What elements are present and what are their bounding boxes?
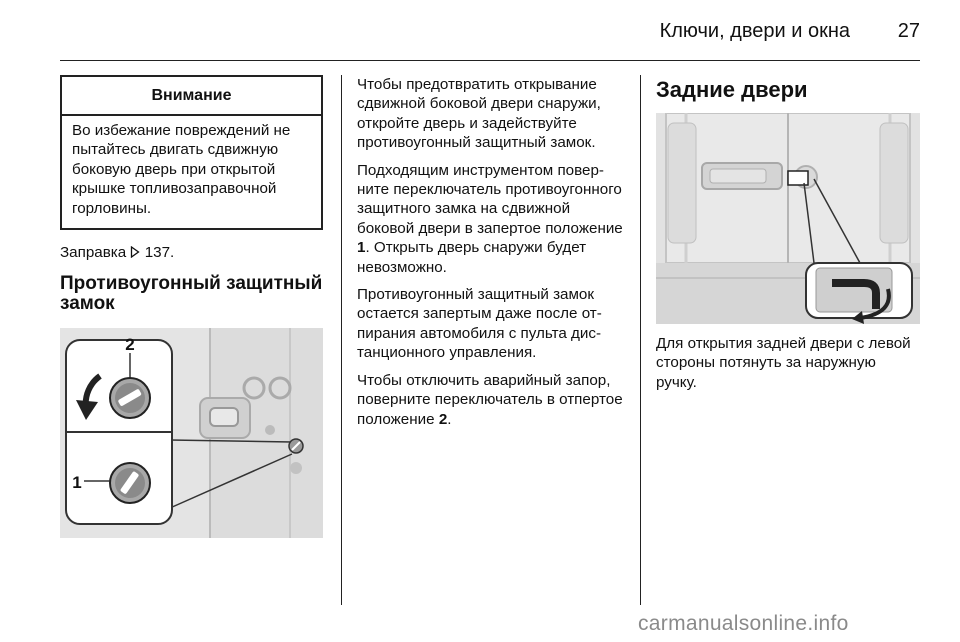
- child-lock-paragraph-2-start: Подходящим инструментом поверните переключатель противоугонного защитного замка на сдвижной боковой двери в запертое положение: [357, 161, 623, 237]
- child-lock-illustration: [60, 328, 323, 538]
- child-lock-paragraph-4: [357, 371, 625, 429]
- refuel-page-ref: 137.: [144, 244, 175, 262]
- right-column: [656, 75, 920, 392]
- child-lock-paragraph-3: Противоугонный защитный замок остается запертым даже после отпирания автомобиля с пульта дистанционного управления.: [357, 286, 602, 362]
- header-title: Ключи, двери и окна: [659, 20, 850, 42]
- lock-position-1: 1: [357, 239, 366, 257]
- triangle-ref-icon: [130, 244, 140, 261]
- child-lock-paragraph-2: [357, 161, 625, 277]
- column-divider-1: [341, 75, 342, 605]
- column-divider-2: [640, 75, 641, 605]
- header-divider: [60, 60, 920, 61]
- child-lock-paragraph-2-end: . Открыть дверь снаружи будет невозможно.: [357, 239, 587, 276]
- figure-label-2: 2: [125, 335, 135, 355]
- child-lock-heading: Противоугонный защитный замок: [60, 273, 323, 315]
- middle-column: [357, 75, 625, 429]
- page-number: 27: [897, 20, 920, 42]
- watermark: carmanualsonline.info: [638, 612, 849, 635]
- lock-position-2: 2: [438, 410, 448, 428]
- figure-label-1: 1: [72, 473, 82, 493]
- child-lock-paragraph-4-end: .: [447, 410, 452, 428]
- left-column: [60, 75, 323, 538]
- warning-box: [60, 75, 323, 230]
- refuel-label: Заправка: [60, 244, 127, 262]
- child-lock-paragraph-1: Чтобы предотвратить открывание сдвижной боковой двери снаружи, откройте дверь и задействуйте противоугонный защитный замок.: [357, 76, 601, 152]
- rear-doors-heading: Задние двери: [656, 77, 808, 102]
- rear-doors-text: Для открытия задней двери с левой стороны потянуть за наружную ручку.: [656, 335, 911, 391]
- rear-door-illustration: [656, 113, 920, 324]
- warning-title: Внимание: [62, 77, 321, 116]
- warning-text: Во избежание повреждений не пытайтесь двигать сдвижную боковую дверь при открытой крышке топливозаправочной горловины.: [72, 122, 291, 217]
- child-lock-paragraph-4-start: Чтобы отключить аварийный запор, поверните переключатель в отпертое положение: [357, 371, 623, 428]
- refuel-reference: [60, 243, 323, 262]
